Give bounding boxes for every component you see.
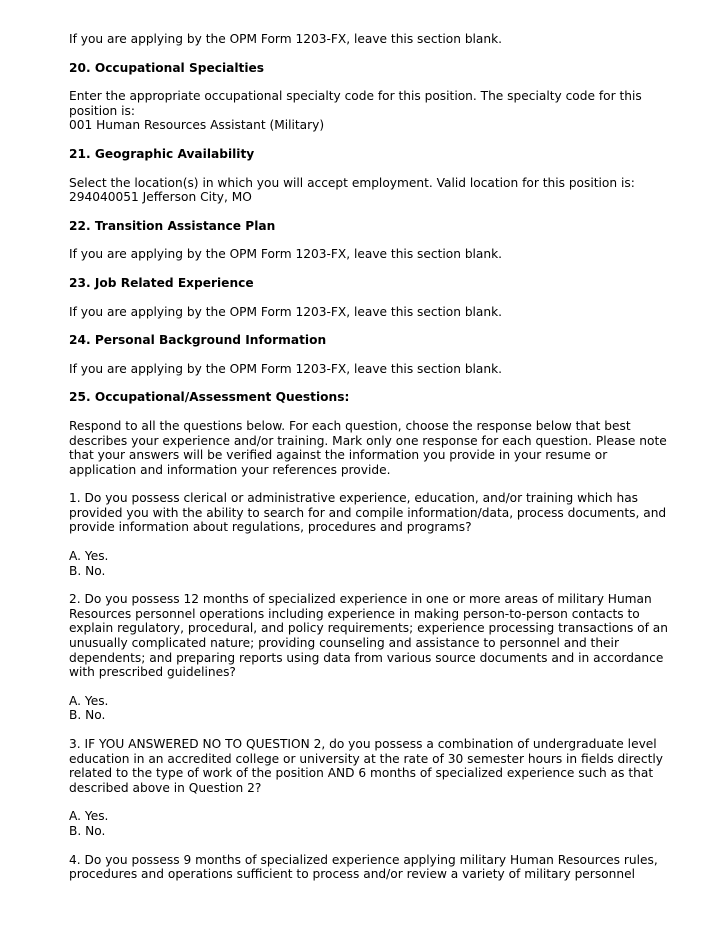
- question-line: with prescribed guidelines?: [69, 665, 236, 680]
- section-20-body: [69, 89, 669, 133]
- section-21-location: 294040051 Jefferson City, MO: [69, 190, 252, 205]
- intro-line: Respond to all the questions below. For each question, choose the response below that best: [69, 418, 631, 433]
- question-3: [69, 737, 669, 795]
- option-yes: A. Yes.: [69, 809, 109, 824]
- question-line: 1. Do you possess clerical or administrative experience, education, and/or training which has: [69, 491, 639, 506]
- option-no: B. No.: [69, 708, 106, 723]
- question-line: 4. Do you possess 9 months of specialized experience applying military Human Resources rules,: [69, 852, 658, 867]
- question-3-options: [69, 809, 669, 838]
- option-yes: A. Yes.: [69, 549, 109, 564]
- section-20-heading: 20. Occupational Specialties: [69, 60, 265, 75]
- section-22-body: If you are applying by the OPM Form 1203-FX, leave this section blank.: [69, 247, 503, 262]
- question-2-options: [69, 694, 669, 723]
- question-line: related to the type of work of the position AND 6 months of specialized experience such as that: [69, 766, 654, 781]
- document-page: [69, 32, 669, 896]
- section-20-line: position is:: [69, 103, 135, 118]
- section-25-heading: 25. Occupational/Assessment Questions:: [69, 390, 350, 405]
- section-23-body: If you are applying by the OPM Form 1203-FX, leave this section blank.: [69, 304, 503, 319]
- intro-line: that your answers will be verified against the information you provide in your resume or: [69, 448, 608, 463]
- section-22-heading: 22. Transition Assistance Plan: [69, 218, 276, 233]
- option-no: B. No.: [69, 563, 106, 578]
- question-1: [69, 491, 669, 535]
- question-line: explain regulatory, procedural, and policy requirements; experience processing transactions of an: [69, 621, 668, 636]
- question-line: 2. Do you possess 12 months of specialized experience in one or more areas of military Human: [69, 592, 652, 607]
- question-line: provide information about regulations, procedures and programs?: [69, 520, 472, 535]
- section-19-instruction: If you are applying by the OPM Form 1203-FX, leave this section blank.: [69, 32, 503, 46]
- intro-line: application and information your references provide.: [69, 462, 391, 477]
- section-24-heading: 24. Personal Background Information: [69, 333, 327, 348]
- question-line: provided you with the ability to search for and compile information/data, process documents, and: [69, 505, 667, 520]
- section-25-intro: [69, 419, 669, 477]
- section-21-heading: 21. Geographic Availability: [69, 146, 255, 161]
- option-no: B. No.: [69, 823, 106, 838]
- question-line: Resources personnel operations including experience in making person-to-person contacts to: [69, 606, 640, 621]
- question-line: unusually complicated nature; providing counseling and assistance to personnel and their: [69, 636, 619, 651]
- section-23-heading: 23. Job Related Experience: [69, 275, 254, 290]
- section-24-body: If you are applying by the OPM Form 1203-FX, leave this section blank.: [69, 361, 503, 376]
- question-4: [69, 853, 669, 882]
- intro-line: describes your experience and/or training. Mark only one response for each question. Please note: [69, 433, 667, 448]
- section-20-specialty-code: 001 Human Resources Assistant (Military): [69, 118, 325, 133]
- question-line: education in an accredited college or university at the rate of 30 semester hours in fields directly: [69, 751, 663, 766]
- question-1-options: [69, 549, 669, 578]
- section-20-line: Enter the appropriate occupational specialty code for this position. The specialty code for this: [69, 89, 642, 104]
- section-21-line: Select the location(s) in which you will accept employment. Valid location for this position is:: [69, 175, 635, 190]
- option-yes: A. Yes.: [69, 693, 109, 708]
- section-21-body: [69, 176, 669, 205]
- question-line: dependents; and preparing reports using data from various source documents and in accordance: [69, 650, 664, 665]
- question-2: [69, 592, 669, 680]
- question-line: procedures and operations sufficient to process and/or review a variety of military personnel: [69, 867, 635, 882]
- question-line: described above in Question 2?: [69, 780, 262, 795]
- question-line: 3. IF YOU ANSWERED NO TO QUESTION 2, do you possess a combination of undergraduate level: [69, 737, 657, 751]
